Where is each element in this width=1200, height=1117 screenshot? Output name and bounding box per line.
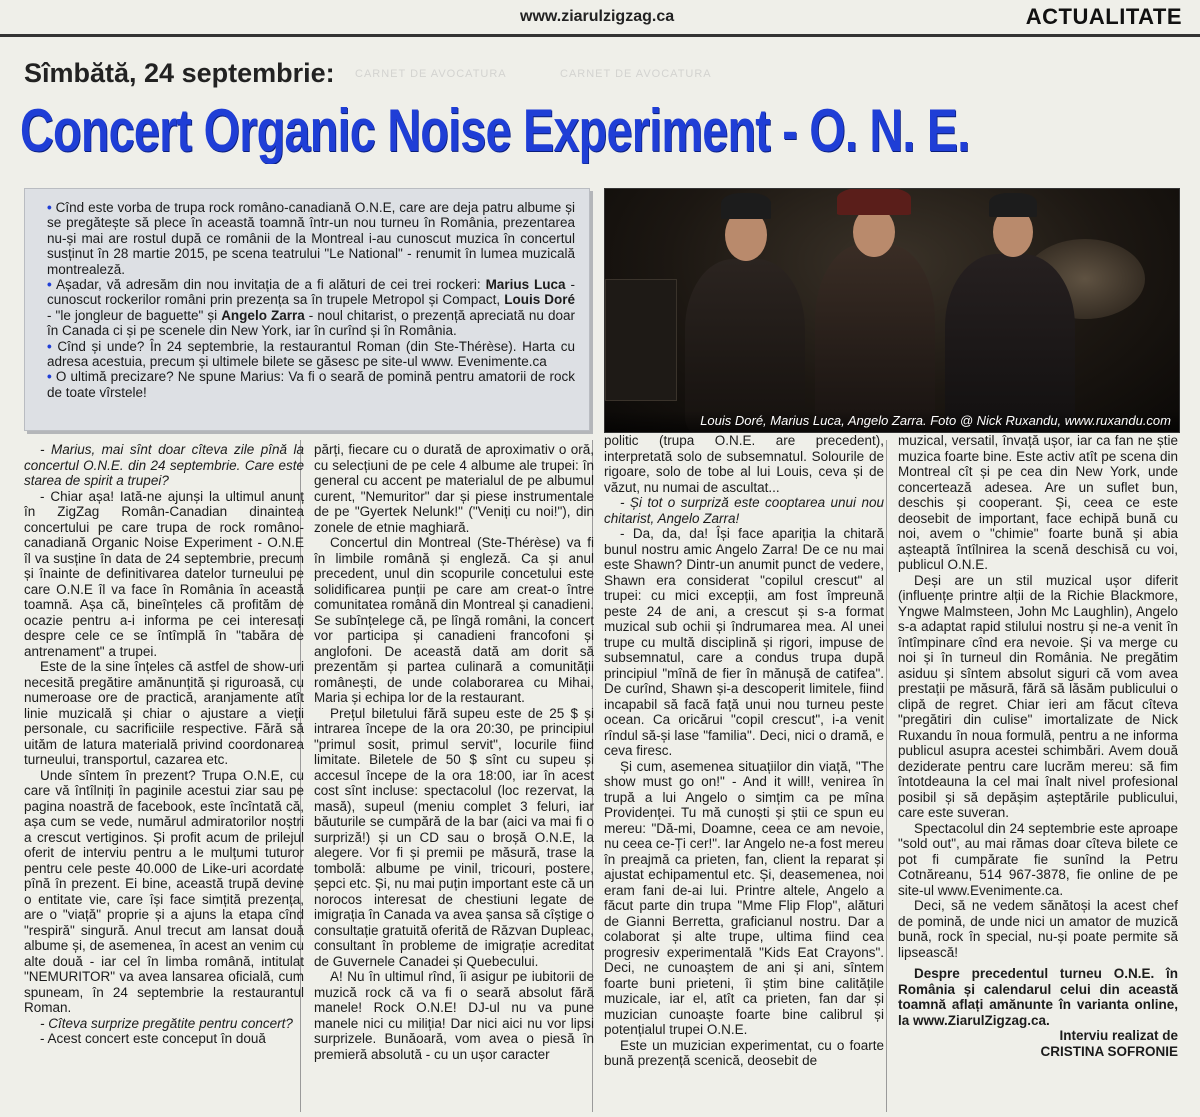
interview-answer: A! Nu în ultimul rînd, îi asigur pe iubitorii de muzică rock că va fi o seară absolut fără manele! Rock O.N.E! DJ-ul nu va pune manele nici cu miliția! Dar nici aici nu vor lipsi surprizele. Bunăoară, vom avea o piesă în premieră absolută - cu un ușor caracter xyxy=(314,969,594,1062)
interview-question: - Și tot o surpriză este cooptarea unui nou chitarist, Angelo Zarra! xyxy=(604,495,884,526)
intro-paragraph-2: • Așadar, vă adresăm din nou invitația de a fi alături de cei trei rockeri: Marius Luca - cunoscut rockerilor români prin prezența sa în trupele Metropol și Compact, Louis Doré - "le jongleur de baguette" și Angelo Zarra - noul chitarist, o prezență apreciată nu doar în Canada ci și pe scenele din New York, iar în curînd și în România. xyxy=(47,277,576,339)
section-label: ACTUALITATE xyxy=(1025,4,1182,29)
online-note: Despre precedentul turneu O.N.E. în România și calendarul celui din această toamnă aflați amănunte în varianta online, la www.ZiarulZigzag.ca. xyxy=(898,966,1178,1028)
interview-answer: Spectacolul din 24 septembrie este aproape "sold out", au mai rămas doar cîteva bilete ce pot fi cumpărate fie sunînd la Petru Cotnăreanu, 514 967-3878, fie online de pe site-ul www.Evenimente.ca. xyxy=(898,820,1178,898)
article-column-3 xyxy=(604,433,884,1103)
interview-question: - Cîteva surprize pregătite pentru concert? xyxy=(40,1015,293,1031)
photo-caption: Louis Doré, Marius Luca, Angelo Zarra. Foto @ Nick Ruxandu, www.ruxandu.com xyxy=(605,411,1179,432)
cowboy-hat xyxy=(837,188,911,215)
intro-box xyxy=(24,188,590,431)
header-rule xyxy=(0,34,1200,37)
amplifier-shape xyxy=(605,279,677,401)
interview-answer: Este un muzician experimentat, cu o foarte bună prezență scenică, deosebit de xyxy=(604,1037,884,1068)
interview-answer: Unde sîntem în prezent? Trupa O.N.E, cu care vă întîlniți în paginile acestui ziar sau pe pagina noastră de facebook, este încîntată că, așa cum se vede, numărul admiratorilor noștri a crescut vertiginos. Și profit acum de prilejul oferit de interviu pentru a le mulțumi tuturor pentru cele peste 40.000 de Like-uri acordate pînă în prezent. Ei bine, această trupă devine o entitate vie, care își face simțită prezența, are o "viață" proprie și a ajuns la etapa cînd "respiră" singură. Anul trecut am lansat două albume și, de asemenea, în acest an venim cu alte două - iar cel în limba română, intitulat "NEMURITOR" va avea lansarea oficială, cum spuneam, în 24 septembrie la restaurantul Roman. xyxy=(24,767,304,1015)
interview-answer: Și cum, asemenea situațiilor din viață, "The show must go on!" - And it will!, venirea în trupă a lui Angelo o simțim ca pe mîna Providenței. Tu mă cunoști și știi ce spun eu mereu: "Dă-mi, Doamne, ceea ce am nevoie, nu ceea ce-Ți cer!". Iar Angelo ne-a fost mereu în preajmă ca prieten, fan, client la reparat și ajustat echipamentul etc. Și, deasemenea, noi eram fani de-ai lui. Printre altele, Angelo a făcut parte din trupa "Mme Flip Flop", alături de Gianni Berretta, graficianul nostru. Dar a colaborat și alte trupe, ultima fiind cea progresiv experimentală "Kids Eat Crayons". Deci, ne cunoaștem de ani și ani, sîntem foarte buni prieteni, îi știm bine calitățile muzicale, iar el, atît ca prieten, fan dar și muzician cunoaște foarte bine calibrul și potențialul trupei O.N.E. xyxy=(604,758,884,1037)
column-divider xyxy=(886,440,887,1112)
site-url[interactable]: www.ziarulzigzag.ca xyxy=(520,8,675,25)
interview-question: - Marius, mai sînt doar cîteva zile pînă la concertul O.N.E. din 24 septembrie. Care este starea de spirit a trupei? xyxy=(24,442,304,488)
interview-answer: - Acest concert este conceput în două xyxy=(40,1031,266,1046)
bullet-icon: • xyxy=(47,369,52,385)
interview-credit: Interviu realizat de xyxy=(1059,1028,1178,1043)
musician-center xyxy=(815,244,935,433)
cap-right xyxy=(989,193,1037,217)
interview-answer: Concertul din Montreal (Ste-Thérèse) va fi în limbile română și engleză. Ca și anul precedent, unul din scopurile concetului este solidificarea punții pe care am creat-o între comunitatea română din Montreal și canadieni. Se subînțelege că, pe lîngă români, la concert vor participa și canadieni francofoni și anglofoni. De această dată am dorit să prezentăm și partea culinară a comunității românești, de unde colaborarea cu Mihai, Maria și echipa lor de la restaurant. xyxy=(314,535,594,705)
intro-paragraph-1: • Cînd este vorba de trupa rock româno-canadiană O.N.E, care are deja patru albume și se pregătește să plece în această toamnă într-un nou turneu în România, prezentarea nu-și mai are rostul după ce românii de la Montreal i-au cunoscut muzica în concertul susținut în 28 martie 2015, pe scena teatrului "Le National" - renumit în lumea muzicală montrealeză. xyxy=(47,200,575,277)
interview-answer: Prețul biletului fără supeu este de 25 $ și intrarea începe de la ora 20:30, pe principiul "primul sosit, primul servit", locurile fiind limitate. Biletele de 50 $ sînt cu supeu și accesul începe de la ora 18:00, iar în acest cost sînt incluse: spectacolul (loc rezervat, la masă), supeul (meniu complet 3 feluri, iar băuturile se cumpără de la bar (aici va mai fi o surpriză!) și un CD sau o broșă O.N.E, la alegere. Vor fi și premii pe măsură, trase la tombolă: albume pe vinil, tricouri, postere, șepci etc. Și, nu mai puțin important este că un norocos interesat de chestiuni legate de imigrația în Canada va avea șansa să cîștige o consultație gratuită oferită de Răzvan Dupleac, consultant în probleme de imigrație acreditat de Guvernele Canadei și Quebecului. xyxy=(314,705,594,969)
bullet-icon: • xyxy=(47,338,52,354)
bullet-icon: • xyxy=(47,277,52,293)
bleed-through-text-2: CARNET DE AVOCATURA xyxy=(560,68,712,80)
article-column-4 xyxy=(898,433,1178,1103)
intro-paragraph-3: • Cînd și unde? În 24 septembrie, la restaurantul Roman (din Ste-Thérèse). Harta cu adresa acestuia, precum și ultimele bilete se găsesc pe site-ul www. Evenimente.ca xyxy=(47,338,575,370)
interview-answer: Deci, să ne vedem sănătoși la acest chef de pomină, de unde nici un amator de muzică bună, rock în special, nu-și poate permite să lipsească! xyxy=(898,898,1178,960)
article-column-2 xyxy=(314,442,594,1112)
interview-answer: politic (trupa O.N.E. are precedent), interpretată solo de subsemnatul. Solourile de rigoare, solo de tobe al lui Louis, ceva și de văzut, nu numai de ascultat... xyxy=(604,433,884,495)
interview-answer: Este de la sine înțeles că astfel de show-uri necesită pregătire amănunțită și riguroasă, cu numeroase ore de practică, aranjamente atît linie muzicală și chiar o ajustare a vieții personale, cu sacrificiile respective. Fără să uităm de latura materială privind coordonarea turneului, transportul, cazarea etc. xyxy=(24,659,304,767)
interview-answer: - Chiar așa! Iată-ne ajunși la ultimul anunț în ZigZag Român-Canadian dinaintea concertului pe care trupa de rock româno-canadiană Organic Noise Experiment - O.N.E îl va susține în data de 24 septembrie, precum și înainte de definitivarea datelor turneului pe care O.N.E îl va face în România în această toamnă. Așa că, bineînțeles că profităm de ocazie pentru a-i informa pe cei interesați despre cele ce se întîmplă în "tabăra de antrenament" a trupei. xyxy=(24,488,304,659)
intro-paragraph-4: • O ultimă precizare? Ne spune Marius: Va fi o seară de pomină pentru amatorii de rock de toate vîrstele! xyxy=(47,369,575,400)
band-photo xyxy=(604,188,1180,433)
interview-answer: părți, fiecare cu o durată de aproximativ o oră, cu selecțiuni de pe cele 4 albume ale trupei: în general cu accent pe materialul de pe albumul curent, "Nemuritor" dar și piese instrumentale de pe "Gyertek Nelunk!" ("Veniți cu noi!"), din zonele de etnie maghiară. xyxy=(314,442,594,535)
interviewer-name: CRISTINA SOFRONIE xyxy=(1040,1043,1178,1059)
article-column-1 xyxy=(24,442,304,1112)
article-date-line: Sîmbătă, 24 septembrie: xyxy=(24,58,335,88)
musician-left xyxy=(685,259,805,433)
article-headline: Concert Organic Noise Experiment - O. N. E. xyxy=(20,97,970,164)
bullet-icon: • xyxy=(47,200,52,215)
page-header xyxy=(0,0,1200,40)
interview-answer: - Da, da, da! Își face apariția la chitară bunul nostru amic Angelo Zarra! De ce nu mai este Shawn? Dintr-un anumit punct de vedere, Shawn era considerat "copilul crescut" al trupei: cu mici excepții, am fost împreună peste 24 de ani, a crescut și s-a format muzical sub ochii și îndrumarea mea. Al unei trupe cu multă disciplină și rigori, impuse de subsemnatul, care a condus trupa după principiul "mînă de fier în mănușă de catifea". De curînd, Shawn și-a descoperit limitele, fiind incapabil să facă față unui nou turneu peste ocean. Ca oricărui "copil crescut", i-a venit rîndul să-și lase "familia". Deci, nici o dramă, e ceva firesc. xyxy=(604,526,884,758)
interview-answer: Deși are un stil muzical ușor diferit (influențe printre alții de la Richie Blackmore, Yngwe Malmsteen, John Mc Laughlin), Angelo s-a adaptat rapid stilului nostru și ne-a venit în întîmpinare cînd era nevoie. Și va merge cu noi și în turneul din România. Ne pregătim asiduu și sîntem absolut siguri că vom avea prestații pe măsură, fără să lăsăm publicului o clipă de regret. Chiar ieri am făcut cîteva "pregătiri din culise" imortalizate de Nick Ruxandu în noua formulă, pentru a ne informa publicul asupra acestei schimbări. Avem două deziderate pentru care lucrăm mereu: să fim întotdeauna la cel mai înalt nivel profesional posibil și să depășim așteptările publicului, care este suveran. xyxy=(898,572,1178,820)
bleed-through-text: CARNET DE AVOCATURA xyxy=(355,68,507,80)
cap-left xyxy=(721,193,771,219)
musician-right xyxy=(945,254,1075,433)
interview-answer: muzical, versatil, învață ușor, iar ca fan ne știe muzica foarte bine. Este activ atît pe scena din Montreal cît și pe cea din New York, unde concertează adesea. Are un suflet bun, deschis și cooperant. Și, ceea ce este deosebit de important, face echipă bună cu noi, avem o "chimie" foarte bună și abia așteaptă întîlnirea la scenă deschisă cu voi, publicul O.N.E. xyxy=(898,433,1178,572)
